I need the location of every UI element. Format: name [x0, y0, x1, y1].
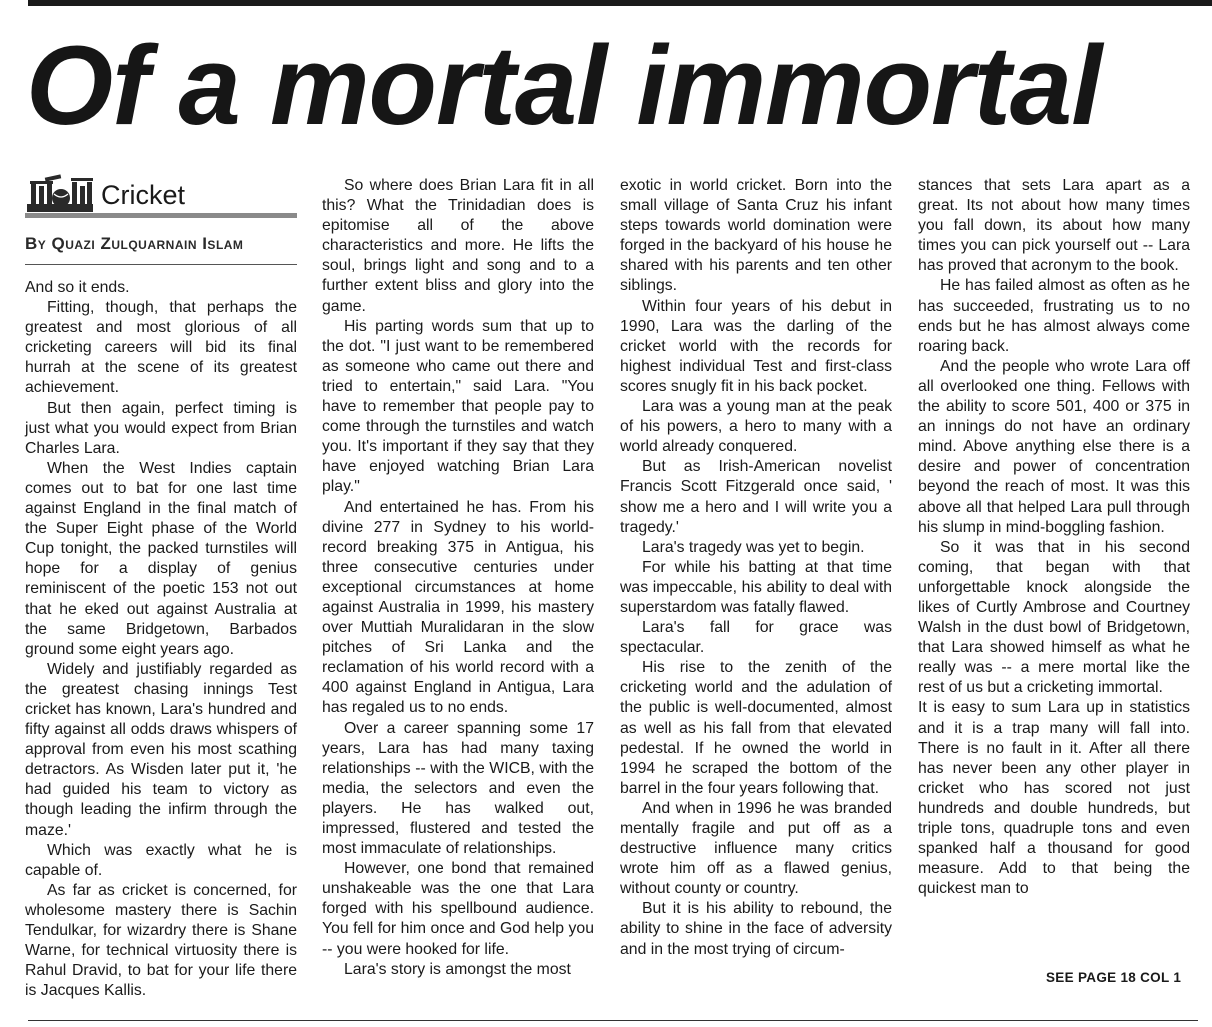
- continuation-note: SEE PAGE 18 COL 1: [1046, 970, 1182, 985]
- paragraph: As far as cricket is concerned, for wholesome mastery there is Sachin Tendulkar, for wizardry there is Shane Warne, for technical virtuosity there is Rahul Dravid, to bat for your life there is Jacques Kallis.: [25, 881, 297, 1000]
- paragraph: But as Irish-American novelist Francis Scott Fitzgerald once said, ' show me a hero and I will write you a tragedy.': [620, 458, 892, 536]
- paragraph: Lara's tragedy was yet to begin.: [642, 538, 865, 556]
- paragraph: Widely and justifiably regarded as the greatest chasing innings Test cricket has known, Lara's hundred and fifty against all odds draws whispers of approval from even his most scathing detractors. As Wisden later put it, 'he had guided his team to victory as though leading the infirm through the maze.': [25, 660, 297, 839]
- paragraph: His rise to the zenith of the cricketing world and the adulation of the public is well-documented, almost as well as his fall from that elevated pedestal. If he owned the world in 1994 he scraped the bottom of the barrel in the four years following that.: [620, 659, 892, 797]
- paragraph: And so it ends.: [25, 279, 130, 296]
- byline: By Quazi Zulquarnain Islam: [25, 234, 244, 253]
- paragraph: And the people who wrote Lara off all overlooked one thing. Fellows with the ability to score 501, 400 or 375 in an innings do not have an ordinary mind. Above anything else there is a desire and power of concentration beyond the reach of most. It was this above all that helped Lara pull through his slump in mind-boggling fashion.: [918, 357, 1190, 536]
- paragraph: For while his batting at that time was impeccable, his ability to deal with superstardom was fatally flawed.: [620, 558, 892, 616]
- article-column-2: [322, 176, 594, 980]
- cricket-wickets-ball-icon: [25, 174, 95, 214]
- bottom-rule: [28, 1020, 1198, 1021]
- paragraph: Lara's fall for grace was spectacular.: [620, 619, 892, 657]
- paragraph: So where does Brian Lara fit in all this? What the Trinidadian does is epitomise all of the above characteristics and more. He lifts the soul, brings light and song and to a further extent bliss and glory into the game.: [322, 177, 594, 315]
- article-column-4: [918, 176, 1190, 899]
- paragraph: stances that sets Lara apart as a great. Its not about how many times you fall down, its about how many times you can pick yourself out -- Lara has proved that acronym to the book.: [918, 177, 1190, 275]
- paragraph: He has failed almost as often as he has succeeded, frustrating us to no ends but he has almost always come roaring back.: [918, 277, 1190, 355]
- paragraph: Within four years of his debut in 1990, Lara was the darling of the cricket world with the records for highest individual Test and first-class scores snugly fit in his back pocket.: [620, 297, 892, 395]
- paragraph: But it is his ability to rebound, the ability to shine in the face of adversity and in the most trying of circum-: [620, 900, 892, 958]
- paragraph: However, one bond that remained unshakeable was the one that Lara forged with his spellbound audience. You fell for him once and God help you -- you were hooked for life.: [322, 860, 594, 958]
- paragraph: Over a career spanning some 17 years, Lara has had many taxing relationships -- with the WICB, with the media, the selectors and even the players. He has walked out, impressed, flustered and tested the most immaculate of relationships.: [322, 719, 594, 858]
- paragraph: And entertained he has. From his divine 277 in Sydney to his world-record breaking 375 in Antigua, his three consecutive centuries under exceptional circumstances at home against Australia in 1999, his mastery over Muttiah Muralidaran in the slow pitches of Sri Lanka and the reclamation of his world record with a 400 against England in Antigua, Lara has regaled us to no ends.: [322, 498, 594, 717]
- top-rule: [28, 0, 1212, 6]
- paragraph: When the West Indies captain comes out to bat for one last time against England in the final match of the Super Eight phase of the World Cup tonight, the packed turnstiles will hope for a display of genius reminiscent of the poetic 153 not out that he eked out against Australia at the same Bridgetown, Barbados ground some eight years ago.: [25, 459, 297, 658]
- paragraph: exotic in world cricket. Born into the small village of Santa Cruz his infant steps towards world domination were forged in the backyard of his house he shared with his parents and ten other siblings.: [620, 177, 892, 295]
- paragraph: Fitting, though, that perhaps the greatest and most glorious of all cricketing careers will bid its final hurrah at the scene of its greatest achievement.: [25, 299, 297, 397]
- article-column-1: [25, 278, 297, 1001]
- paragraph: Lara's story is amongst the most: [344, 960, 571, 978]
- section-rule: [25, 213, 297, 218]
- paragraph: Which was exactly what he is capable of.: [25, 841, 297, 879]
- section-kicker: [25, 172, 297, 218]
- byline-rule: [25, 264, 297, 265]
- paragraph: So it was that in his second coming, that began with that unforgettable knock alongside the likes of Curtly Ambrose and Courtney Walsh in the dust bowl of Bridgetown, that Lara showed himself as what he really was -- a mere mortal like the rest of us but a cricketing immortal.: [918, 538, 1190, 697]
- paragraph: But then again, perfect timing is just what you would expect from Brian Charles Lara.: [25, 399, 297, 457]
- paragraph: It is easy to sum Lara up in statistics and it is a trap many will fall into. There is no fault in it. After all there has never been any other player in cricket who has scored not just hundreds and double hundreds, but triple tons, quadruple tons and even spanked half a thousand for good measure. Add to that being the quickest man to: [918, 699, 1190, 898]
- article-column-3: [620, 176, 892, 960]
- section-label: Cricket: [101, 180, 186, 210]
- paragraph: His parting words sum that up to the dot. "I just want to be remembered as someone who came out there and tried to entertain," said Lara. "You have to remember that people pay to come through the turnstiles and watch you. It's important if they say that they have enjoyed watching Brian Lara play.": [322, 317, 594, 496]
- headline: Of a mortal immortal: [26, 23, 1102, 148]
- paragraph: Lara was a young man at the peak of his powers, a hero to many with a world already conquered.: [620, 398, 892, 456]
- paragraph: And when in 1996 he was branded mentally fragile and put off as a destructive influence many critics wrote him off as a flawed genius, without county or country.: [620, 799, 892, 898]
